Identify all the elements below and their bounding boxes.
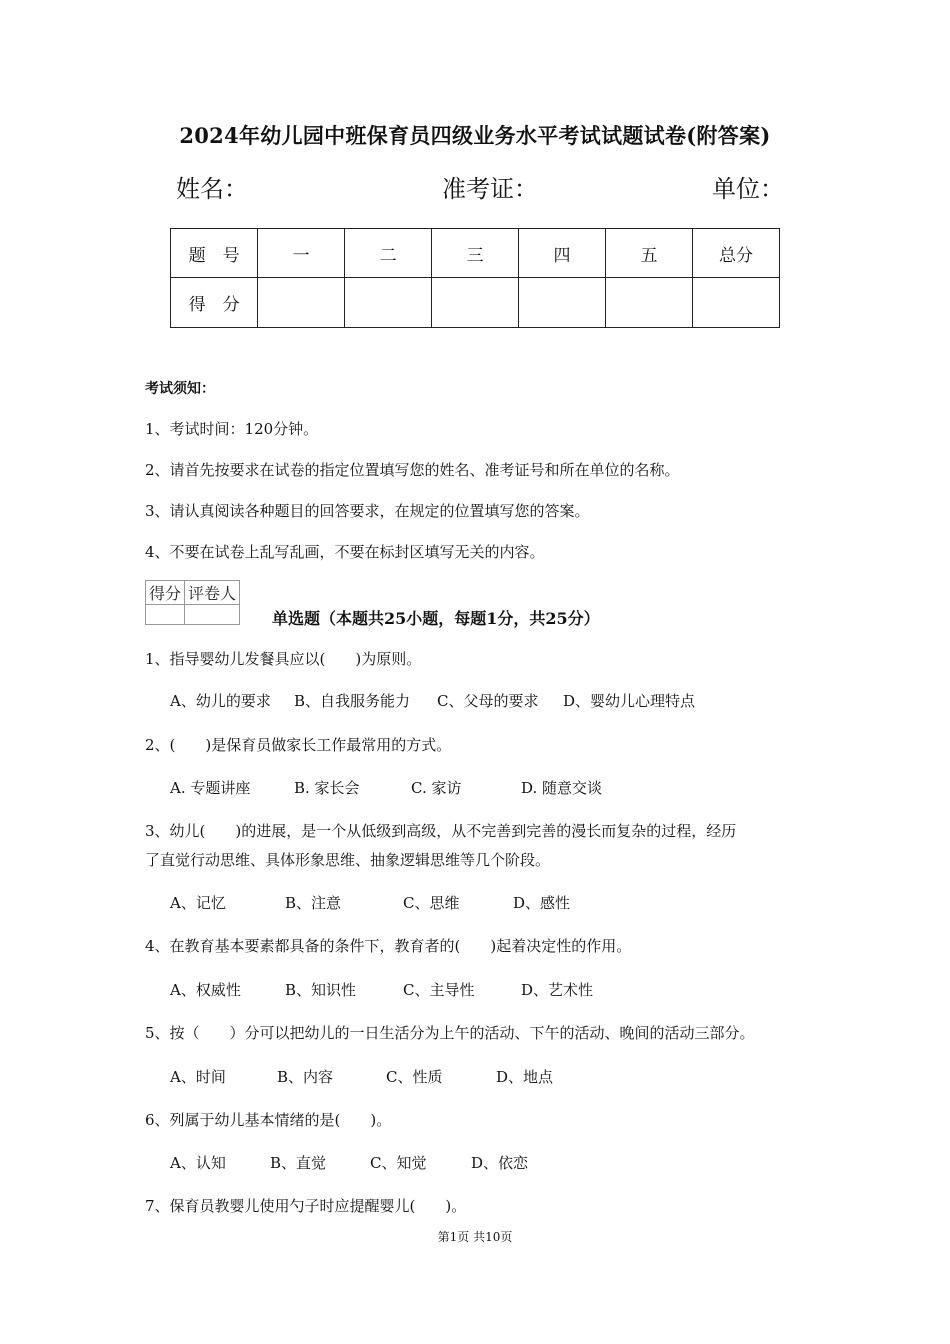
option-a[interactable]: A. 专题讲座 xyxy=(170,779,251,797)
option-a[interactable]: A、权威性 xyxy=(170,981,241,999)
question-options xyxy=(170,892,570,913)
option-c[interactable]: C、性质 xyxy=(386,1068,443,1086)
section-title: 单选题（本题共25小题，每题1分，共25分） xyxy=(272,609,600,628)
option-c[interactable]: C、主导性 xyxy=(403,981,475,999)
exam-number-field-label: 准考证： xyxy=(442,175,538,203)
option-b[interactable]: B、直觉 xyxy=(270,1154,327,1172)
option-c[interactable]: C. 家访 xyxy=(411,779,462,797)
option-d[interactable]: D、艺术性 xyxy=(521,981,594,999)
option-d[interactable]: D、依恋 xyxy=(471,1154,529,1172)
grader-box xyxy=(145,580,240,625)
score-input-cell[interactable] xyxy=(258,278,345,328)
option-c[interactable]: C、知觉 xyxy=(370,1154,427,1172)
option-c[interactable]: C、思维 xyxy=(403,894,460,912)
option-a[interactable]: A、认知 xyxy=(170,1154,226,1172)
score-table-cell: 得 分 xyxy=(171,278,258,328)
notice-item: 1、考试时间：120分钟。 xyxy=(145,420,319,438)
score-table-cell: 一 xyxy=(258,229,345,278)
option-b[interactable]: B、注意 xyxy=(285,894,342,912)
score-input-cell[interactable] xyxy=(606,278,693,328)
question-options xyxy=(170,777,602,798)
question-options xyxy=(170,1152,528,1173)
option-b[interactable]: B. 家长会 xyxy=(294,779,360,797)
score-table-cell: 题 号 xyxy=(171,229,258,278)
score-table-cell: 三 xyxy=(432,229,519,278)
name-field-label: 姓名： xyxy=(176,175,248,203)
notice-item: 4、不要在试卷上乱写乱画，不要在标封区填写无关的内容。 xyxy=(145,543,545,561)
grader-score-label: 得分 xyxy=(146,581,185,605)
score-table-cell: 二 xyxy=(345,229,432,278)
page-footer: 第1页 共10页 xyxy=(437,1230,513,1244)
question-options xyxy=(170,979,593,1000)
question-stem-continued: 了直觉行动思维、具体形象思维、抽象逻辑思维等几个阶段。 xyxy=(145,851,551,869)
grader-score-cell[interactable] xyxy=(146,605,185,625)
option-b[interactable]: B、知识性 xyxy=(285,981,357,999)
score-input-cell[interactable] xyxy=(345,278,432,328)
option-a[interactable]: A、时间 xyxy=(170,1068,226,1086)
notice-heading: 考试须知： xyxy=(145,381,215,397)
option-b[interactable]: B、自我服务能力 xyxy=(294,692,411,710)
option-a[interactable]: A、幼儿的要求 xyxy=(170,692,271,710)
score-table-header-row xyxy=(171,229,780,278)
question-options xyxy=(170,1066,553,1087)
question-stem: 3、幼儿( )的进展，是一个从低级到高级，从不完善到完善的漫长而复杂的过程，经历 xyxy=(145,822,737,840)
score-table xyxy=(170,228,780,328)
score-input-cell[interactable] xyxy=(692,278,779,328)
score-table-score-row xyxy=(171,278,780,328)
option-d[interactable]: D、地点 xyxy=(496,1068,554,1086)
score-input-cell[interactable] xyxy=(519,278,606,328)
question-stem: 1、指导婴幼儿发餐具应以( )为原则。 xyxy=(145,650,422,668)
question-stem: 5、按（ ）分可以把幼儿的一日生活分为上午的活动、下午的活动、晚间的活动三部分。 xyxy=(145,1024,755,1042)
option-c[interactable]: C、父母的要求 xyxy=(437,692,539,710)
score-input-cell[interactable] xyxy=(432,278,519,328)
notice-item: 3、请认真阅读各种题目的回答要求，在规定的位置填写您的答案。 xyxy=(145,502,590,520)
question-options xyxy=(170,690,695,711)
option-d[interactable]: D. 随意交谈 xyxy=(521,779,603,797)
grader-name-cell[interactable] xyxy=(185,605,240,625)
question-stem: 6、列属于幼儿基本情绪的是( )。 xyxy=(145,1111,392,1129)
option-d[interactable]: D、感性 xyxy=(513,894,571,912)
question-stem: 2、( )是保育员做家长工作最常用的方式。 xyxy=(145,736,452,754)
option-a[interactable]: A、记忆 xyxy=(170,894,226,912)
question-stem: 7、保育员教婴儿使用勺子时应提醒婴儿( )。 xyxy=(145,1197,467,1215)
score-table-cell: 五 xyxy=(606,229,693,278)
score-table-cell: 四 xyxy=(519,229,606,278)
option-b[interactable]: B、内容 xyxy=(277,1068,334,1086)
question-stem: 4、在教育基本要素都具备的条件下，教育者的( )起着决定性的作用。 xyxy=(145,937,632,955)
score-table-cell: 总分 xyxy=(692,229,779,278)
unit-field-label: 单位： xyxy=(712,175,784,203)
grader-name-label: 评卷人 xyxy=(185,581,240,605)
option-d[interactable]: D、婴幼儿心理特点 xyxy=(563,692,696,710)
notice-item: 2、请首先按要求在试卷的指定位置填写您的姓名、准考证号和所在单位的名称。 xyxy=(145,461,680,479)
exam-title: 2024年幼儿园中班保育员四级业务水平考试试题试卷(附答案) xyxy=(179,123,771,148)
